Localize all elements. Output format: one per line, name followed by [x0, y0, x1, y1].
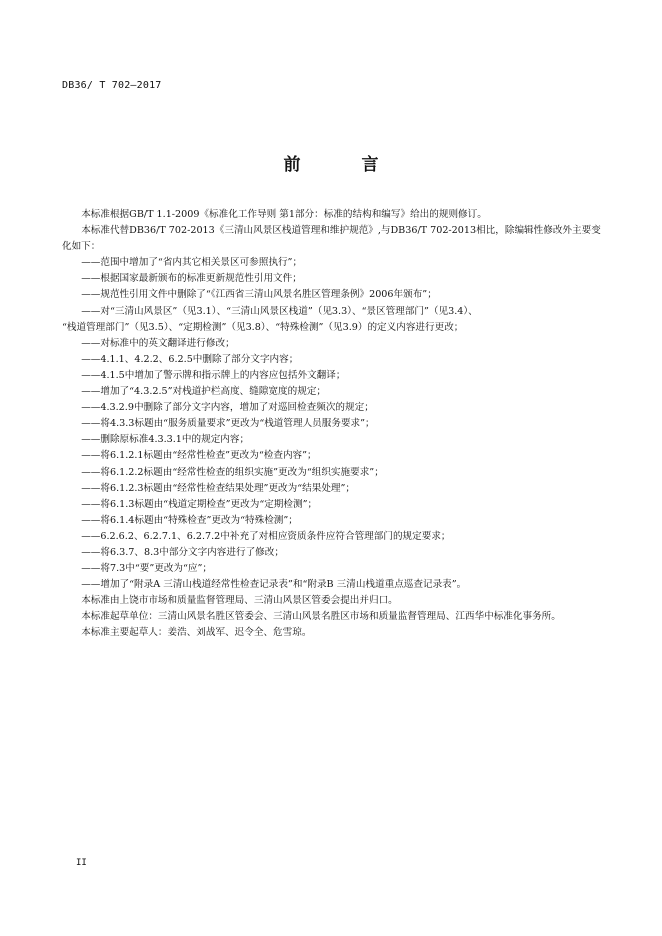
foreword-body — [62, 207, 602, 642]
closing-paragraph: 本标准由上饶市市场和质量监督管理局、三清山风景区管委会提出并归口。 — [81, 595, 398, 607]
change-item: ——增加了“附录A 三清山栈道经常性检查记录表”和“附录B 三清山栈道重点巡查记录表”。 — [81, 579, 467, 591]
change-item: ——将6.1.4标题由“特殊检查”更改为“特殊检测”； — [81, 514, 298, 526]
change-item: ——根据国家最新颁布的标准更新规范性引用文件； — [81, 273, 302, 285]
change-item: ——将7.3中“要”更改为“应”； — [81, 563, 213, 575]
change-item: ——将6.1.2.1标题由“经常性检查”更改为“检查内容”； — [81, 450, 317, 462]
change-item: ——将4.3.3标题由“服务质量要求”更改为“栈道管理人员服务要求”； — [81, 418, 375, 430]
change-item: ——删除原标准4.3.3.1中的规定内容； — [81, 434, 250, 446]
intro-paragraph: 本标准代替DB36/T 702-2013《三清山风景区栈道管理和维护规范》,与DB36/T 702-2013相比，除编辑性修改外主要变化如下： — [62, 225, 601, 253]
change-item: ——将6.1.2.2标题由“经常性检查的组织实施”更改为“组织实施要求”； — [81, 466, 384, 478]
change-item: ——范围中增加了“省内其它相关景区可参照执行”； — [81, 257, 303, 269]
intro-paragraph: 本标准根据GB/T 1.1-2009《标准化工作导则 第1部分：标准的结构和编写》给出的规则修订。 — [81, 209, 487, 220]
change-item: ——4.1.5中增加了警示牌和指示牌上的内容应包括外文翻译； — [81, 369, 346, 381]
change-item: ——对“三清山风景区”（见3.1）、“三清山风景区栈道”（见3.3）、“景区管理部门”（见3.4）、 — [81, 305, 478, 317]
change-item-continued: “栈道管理部门”（见3.5）、“定期检测”（见3.8）、“特殊检测”（见3.9）的定义内容进行更改； — [62, 321, 464, 333]
closing-paragraph: 本标准起草单位：三清山风景名胜区管委会、三清山风景名胜区市场和质量监督管理局、江西华中标准化事务所。 — [81, 611, 561, 623]
change-item: ——4.1.1、4.2.2、6.2.5中删除了部分文字内容； — [81, 353, 299, 365]
change-item: ——将6.1.3标题由“栈道定期检查”更改为“定期检测”； — [81, 498, 318, 510]
change-item: ——6.2.6.2、6.2.7.1、6.2.7.2中补充了对相应资质条件应符合管理部门的规定要求； — [81, 530, 451, 542]
change-item: ——对标准中的英文翻译进行修改； — [81, 337, 235, 349]
change-item: ——规范性引用文件中删除了“《江西省三清山风景名胜区管理条例》2006年颁布”； — [81, 289, 437, 301]
change-item: ——将6.1.2.3标题由“经常性检查结果处理”更改为“结果处理”； — [81, 482, 356, 494]
change-item: ——将6.3.7、8.3中部分文字内容进行了修改； — [81, 546, 284, 558]
change-item: ——4.3.2.9中删除了部分文字内容，增加了对巡回检查频次的规定； — [81, 402, 374, 414]
closing-paragraph: 本标准主要起草人：姜浩、刘战军、迟令全、危雪琼。 — [81, 627, 312, 639]
standard-code: DB36/ T 702—2017 — [62, 80, 162, 91]
page-title: 前 言 — [283, 155, 401, 175]
page-number: II — [76, 858, 87, 868]
change-item: ——增加了“4.3.2.5”对栈道护栏高度、缝隙宽度的规定； — [81, 386, 327, 398]
